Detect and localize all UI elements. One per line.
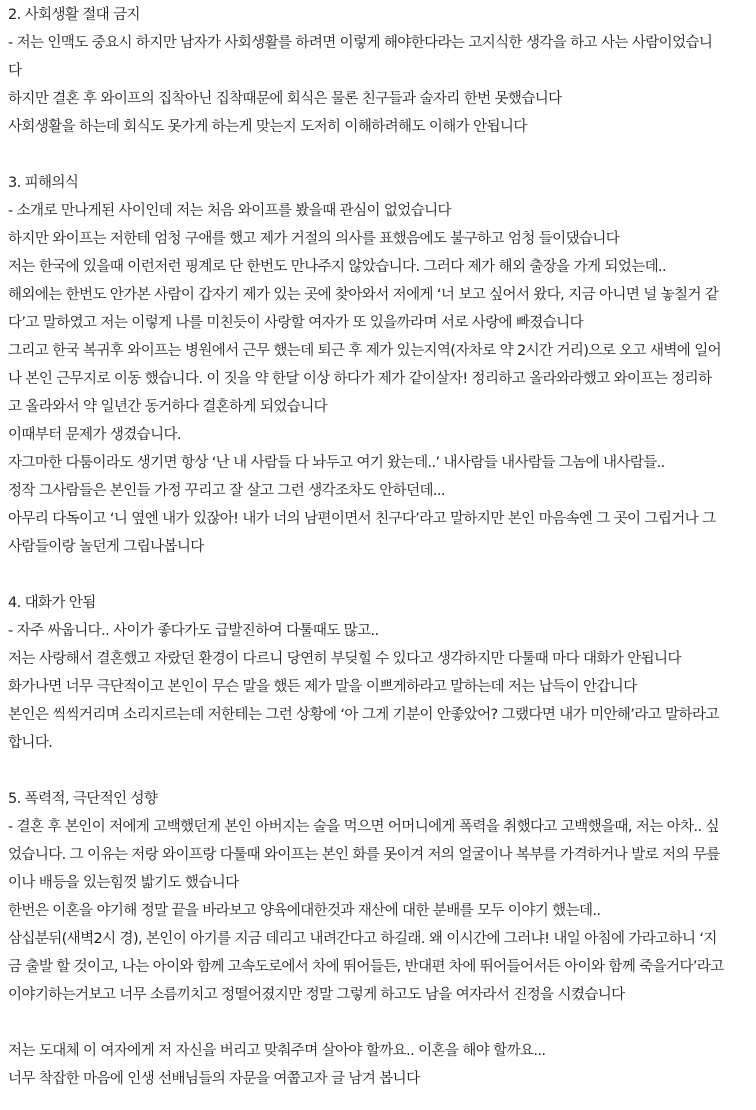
- body-line: - 자주 싸웁니다.. 사이가 좋다가도 급발진하여 다툴때도 많고..: [8, 623, 379, 639]
- body-line: 합니다.: [8, 735, 53, 751]
- section-heading-victim-mentality: 3. 피해의식: [8, 175, 79, 191]
- body-line: 사회생활을 하는데 회식도 못가게 하는게 맞는지 도저히 이해하려해도 이해가 안됩니다: [8, 119, 527, 135]
- body-line: - 소개로 만나게된 사이인데 저는 처음 와이프를 봤을때 관심이 없었습니다: [8, 203, 451, 219]
- body-line: 저는 한국에 있을때 이런저런 핑계로 단 한번도 만나주지 않았습니다. 그러다 제가 해외 출장을 가게 되었는데..: [8, 259, 667, 275]
- body-line: 자그마한 다툼이라도 생기면 항상 ‘난 내 사람들 다 놔두고 여기 왔는데..’ 내사람들 내사람들 그놈에 내사람들..: [8, 455, 665, 471]
- body-line: 저는 사랑해서 결혼했고 자랐던 환경이 다르니 당연히 부딪힐 수 있다고 생각하지만 다툴때 마다 대화가 안됩니다: [8, 651, 681, 667]
- body-line: 고 올라와서 약 일년간 동거하다 결혼하게 되었습니다: [8, 399, 328, 415]
- body-line: - 결혼 후 본인이 저에게 고백했던게 본인 아버지는 술을 먹으면 어머니에게 폭력을 취했다고 고백했을때, 저는 아차.. 싶: [8, 819, 719, 835]
- body-line: 금 출발 할 것이고, 나는 아이와 함께 고속도로에서 차에 뛰어들든, 반대편 차에 뛰어들어서든 아이와 함께 죽을거다’라고: [8, 959, 724, 975]
- body-line: 그리고 한국 복귀후 와이프는 병원에서 근무 했는데 퇴근 후 제가 있는지역(자차로 약 2시간 거리)으로 오고 새벽에 일어: [8, 343, 722, 359]
- body-line: 하지만 결혼 후 와이프의 집착아닌 집착때문에 회식은 물론 친구들과 술자리 한번 못했습니다: [8, 91, 562, 107]
- blank-line: [8, 141, 752, 169]
- body-line: 었습니다. 그 이유는 저랑 와이프랑 다툴때 와이프는 본인 화를 못이겨 저의 얼굴이나 복부를 가격하거나 발로 저의 무릎: [8, 847, 720, 863]
- body-line: 나 본인 근무지로 이동 했습니다. 이 짓을 약 한달 이상 하다가 제가 같이살자! 정리하고 올라와라했고 와이프는 정리하: [8, 371, 712, 387]
- blank-line: [8, 1009, 752, 1037]
- body-line: 해외에는 한번도 안가본 사람이 갑자기 제가 있는 곳에 찾아와서 저에게 ‘너 보고 싶어서 왔다, 지금 아니면 널 놓칠거 같: [8, 287, 719, 303]
- section-heading-violent-tendency: 5. 폭력적, 극단적인 성향: [8, 791, 158, 807]
- body-line: - 저는 인맥도 중요시 하지만 남자가 사회생활를 하려면 이렇게 해야한다라는 고지식한 생각을 하고 사는 사람이었습니: [8, 35, 713, 51]
- post-body: [8, 0, 752, 1093]
- body-line: 이야기하는거보고 너무 소름끼치고 정떨어졌지만 정말 그렇게 하고도 남을 여자라서 진정을 시켰습니다: [8, 987, 625, 1003]
- section-heading-no-communication: 4. 대화가 안됨: [8, 595, 96, 611]
- body-line: 화가나면 너무 극단적이고 본인이 무슨 말을 했든 제가 말을 이쁘게하라고 말하는데 저는 납득이 안갑니다: [8, 679, 637, 695]
- blank-line: [8, 757, 752, 785]
- body-line: 다’고 말하였고 저는 이렇게 나를 미친듯이 사랑할 여자가 또 있을까라며 서로 사랑에 빠졌습니다: [8, 315, 583, 331]
- body-line: 하지만 와이프는 저한테 엄청 구애를 했고 제가 거절의 의사를 표했음에도 불구하고 엄청 들이댔습니다: [8, 231, 620, 247]
- body-line: 사람들이랑 놀던게 그립나봅니다: [8, 539, 204, 555]
- blank-line: [8, 561, 752, 589]
- body-line: 한번은 이혼을 야기해 정말 끝을 바라보고 양육에대한것과 재산에 대한 분배를 모두 이야기 했는데..: [8, 903, 601, 919]
- body-line: 삼십분뒤(새벽2시 경), 본인이 아기를 지금 데리고 내려간다고 하길래. 왜 이시간에 그러냐! 내일 아침에 가라고하니 ‘지: [8, 931, 717, 947]
- body-line: 아무리 다독이고 ‘니 옆엔 내가 있잖아! 내가 너의 남편이면서 친구다’라고 말하지만 본인 마음속엔 그 곳이 그립거나 그: [8, 511, 716, 527]
- body-line: 다: [8, 63, 22, 79]
- section-heading-social-life: 2. 사회생활 절대 금지: [8, 7, 140, 23]
- body-line: 이때부터 문제가 생겼습니다.: [8, 427, 181, 443]
- body-line: 본인은 씩씩거리며 소리지르는데 저한테는 그런 상황에 ‘아 그게 기분이 안좋았어? 그랬다면 내가 미안해’라고 말하라고: [8, 707, 719, 723]
- body-line: 이나 배등을 있는힘껏 밟기도 했습니다: [8, 875, 239, 891]
- body-line: 정작 그사람들은 본인들 가정 꾸리고 잘 살고 그런 생각조차도 안하던데...: [8, 483, 445, 499]
- closing-line: 너무 착잡한 마음에 인생 선배님들의 자문을 여쭙고자 글 남겨 봅니다: [8, 1071, 420, 1087]
- closing-line: 저는 도대체 이 여자에게 저 자신을 버리고 맞춰주며 살아야 할까요.. 이혼을 해야 할까요...: [8, 1043, 546, 1059]
